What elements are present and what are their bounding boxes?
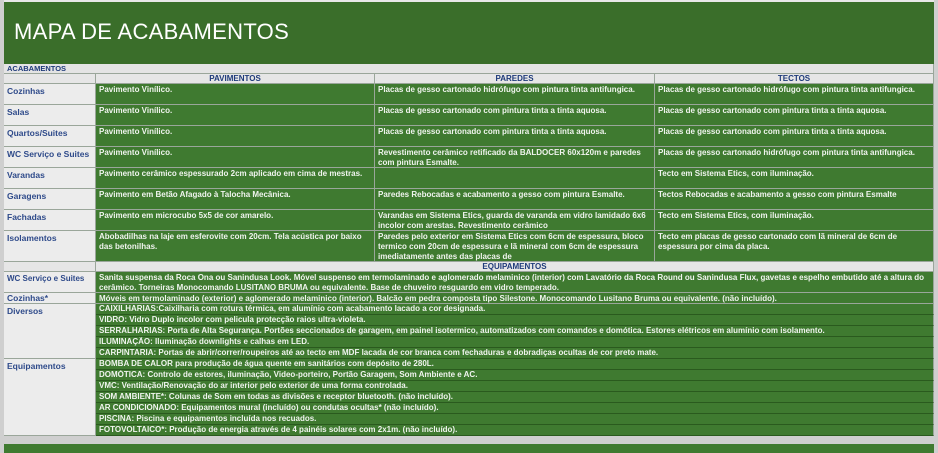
diversos-block xyxy=(4,304,934,359)
row-label: Salas xyxy=(4,105,96,126)
list-item: DOMÓTICA: Controlo de estores, iluminação, Video-porteiro, Portão Garagem, Som Ambiente e AC. xyxy=(96,370,934,381)
cell-tectos: Placas de gesso cartonado hidrófugo com pintura tinta antifungica. xyxy=(655,147,934,168)
equip-header-row xyxy=(4,262,934,272)
equipamentos-block xyxy=(4,359,934,436)
cozinhas-text: Móveis em termolaminado (exterior) e aglomerado melaminico (interior). Balcão em pedra composta tipo Silestone. Monocomando Lusitano Bruma ou equivalente. (não incluído). xyxy=(96,293,934,304)
table-row xyxy=(4,84,934,105)
table-row xyxy=(4,231,934,262)
section-label: ACABAMENTOS xyxy=(4,64,934,74)
cell-paredes: Placas de gesso cartonado hidrófugo com pintura tinta antifungica. xyxy=(375,84,655,105)
cozinhas-row xyxy=(4,293,934,304)
row-label: Quartos/Suites xyxy=(4,126,96,147)
finishes-table xyxy=(4,64,934,436)
cell-tectos: Placas de gesso cartonado com pintura tinta a tinta aquosa. xyxy=(655,126,934,147)
cell-paredes: Placas de gesso cartonado com pintura tinta a tinta aquosa. xyxy=(375,105,655,126)
cell-pavimentos: Abobadilhas na laje em esferovite com 20cm. Tela acústica por baixo das betonilhas. xyxy=(96,231,375,262)
cell-paredes: Paredes pelo exterior em Sistema Etics com 6cm de espessura, bloco termico com 20cm de espessura e lã mineral com 6cm de espessura imediatamente antes das placas de xyxy=(375,231,655,262)
header-tectos: TECTOS xyxy=(655,74,934,84)
cell-tectos: Tecto em placas de gesso cartonado com lã mineral de 6cm de espessura por cima da placa. xyxy=(655,231,934,262)
header-row xyxy=(4,74,934,84)
row-label: Varandas xyxy=(4,168,96,189)
table-row xyxy=(4,105,934,126)
table-row xyxy=(4,126,934,147)
wc-label: WC Serviço e Suites xyxy=(4,272,96,293)
title-banner xyxy=(4,0,934,64)
list-item: VIDRO: Vidro Duplo incolor com pelicula protecção raios ultra-violeta. xyxy=(96,315,934,326)
cell-tectos: Placas de gesso cartonado com pintura tinta a tinta aquosa. xyxy=(655,105,934,126)
cell-paredes xyxy=(375,168,655,189)
cell-pavimentos: Pavimento cerâmico espessurado 2cm aplicado em cima de mestras. xyxy=(96,168,375,189)
list-item: PISCINA: Piscina e equipamentos incluída nos recuados. xyxy=(96,414,934,425)
table-row xyxy=(4,189,934,210)
list-item: SOM AMBIENTE*: Colunas de Som em todas as divisões e receptor bluetooth. (não incluído). xyxy=(96,392,934,403)
list-item: VMC: Ventilação/Renovação do ar interior pelo exterior de uma forma controlada. xyxy=(96,381,934,392)
row-label: Garagens xyxy=(4,189,96,210)
list-item: AR CONDICIONADO: Equipamentos mural (incluído) ou condutas ocultas* (não incluído). xyxy=(96,403,934,414)
header-pavimentos: PAVIMENTOS xyxy=(96,74,375,84)
cell-paredes: Varandas em Sistema Etics, guarda de varanda em vidro lamidado 6x6 incolor com arestas. Revestimento cerâmico xyxy=(375,210,655,231)
cell-pavimentos: Pavimento Vinílico. xyxy=(96,147,375,168)
cell-paredes: Paredes Rebocadas e acabamento a gesso com pintura Esmalte. xyxy=(375,189,655,210)
equipamentos-label: Equipamentos xyxy=(4,359,96,436)
bottom-band xyxy=(4,444,934,453)
cell-tectos: Tectos Rebocadas e acabamento a gesso com pintura Esmalte xyxy=(655,189,934,210)
cell-tectos: Tecto em Sistema Etics, com iluminação. xyxy=(655,210,934,231)
list-item: SERRALHARIAS: Porta de Alta Segurança. Portões seccionados de garagem, em painel isotermico, automatizados com comandos e domótica. Estores elétricos em alumínio com isolamento. xyxy=(96,326,934,337)
equipamentos-items xyxy=(96,359,934,436)
row-label: WC Serviço e Suites xyxy=(4,147,96,168)
list-item: ILUMINAÇÃO: Iluminação downlights e calhas em LED. xyxy=(96,337,934,348)
table-row xyxy=(4,210,934,231)
row-label: Fachadas xyxy=(4,210,96,231)
diversos-items xyxy=(96,304,934,359)
wc-text: Sanita suspensa da Roca Ona ou Sanindusa Look. Móvel suspenso em termolaminado e aglomerado melaminico (interior) com Lavatório da Roca Round ou Sanindusa Flux, gavetas e espelho embutido até a altura do cerâmico. Torneiras Monocomando LUSITANO BRUMA ou equivalente. Base de chuveiro resguardo em vidro temperado. xyxy=(96,272,934,293)
cozinhas-label: Cozinhas* xyxy=(4,293,96,304)
cell-paredes: Revestimento cerâmico retificado da BALDOCER 60x120m e paredes com pintura Esmalte. xyxy=(375,147,655,168)
cell-pavimentos: Pavimento Vinílico. xyxy=(96,126,375,147)
cell-pavimentos: Pavimento Vinílico. xyxy=(96,105,375,126)
page-title: MAPA DE ACABAMENTOS xyxy=(14,19,290,44)
header-blank xyxy=(4,74,96,84)
cell-paredes: Placas de gesso cartonado com pintura tinta a tinta aquosa. xyxy=(375,126,655,147)
table-row xyxy=(4,168,934,189)
list-item: CARPINTARIA: Portas de abrir/correr/roupeiros até ao tecto em MDF lacada de cor branca com fechaduras e dobradiças ocultas de cor preto mate. xyxy=(96,348,934,359)
diversos-label: Diversos xyxy=(4,304,96,359)
cell-pavimentos: Pavimento em Betão Afagado à Talocha Mecânica. xyxy=(96,189,375,210)
cell-tectos: Tecto em Sistema Etics, com iluminação. xyxy=(655,168,934,189)
cell-pavimentos: Pavimento em microcubo 5x5 de cor amarelo. xyxy=(96,210,375,231)
list-item: BOMBA DE CALOR para produção de água quente em sanitários com depósito de 280L. xyxy=(96,359,934,370)
wc-row xyxy=(4,272,934,293)
row-label: Isolamentos xyxy=(4,231,96,262)
equip-header-blank xyxy=(4,262,96,272)
section-row xyxy=(4,64,934,74)
row-label: Cozinhas xyxy=(4,84,96,105)
list-item: CAIXILHARIAS:Caixilharia com rotura térmica, em alumínio com acabamento lacado a cor designada. xyxy=(96,304,934,315)
list-item: FOTOVOLTAICO*: Produção de energia através de 4 painéis solares com 2x1m. (não incluído). xyxy=(96,425,934,436)
table-row xyxy=(4,147,934,168)
cell-pavimentos: Pavimento Vinílico. xyxy=(96,84,375,105)
cell-tectos: Placas de gesso cartonado hidrófugo com pintura tinta antifungica. xyxy=(655,84,934,105)
equip-header: EQUIPAMENTOS xyxy=(96,262,934,272)
header-paredes: PAREDES xyxy=(375,74,655,84)
